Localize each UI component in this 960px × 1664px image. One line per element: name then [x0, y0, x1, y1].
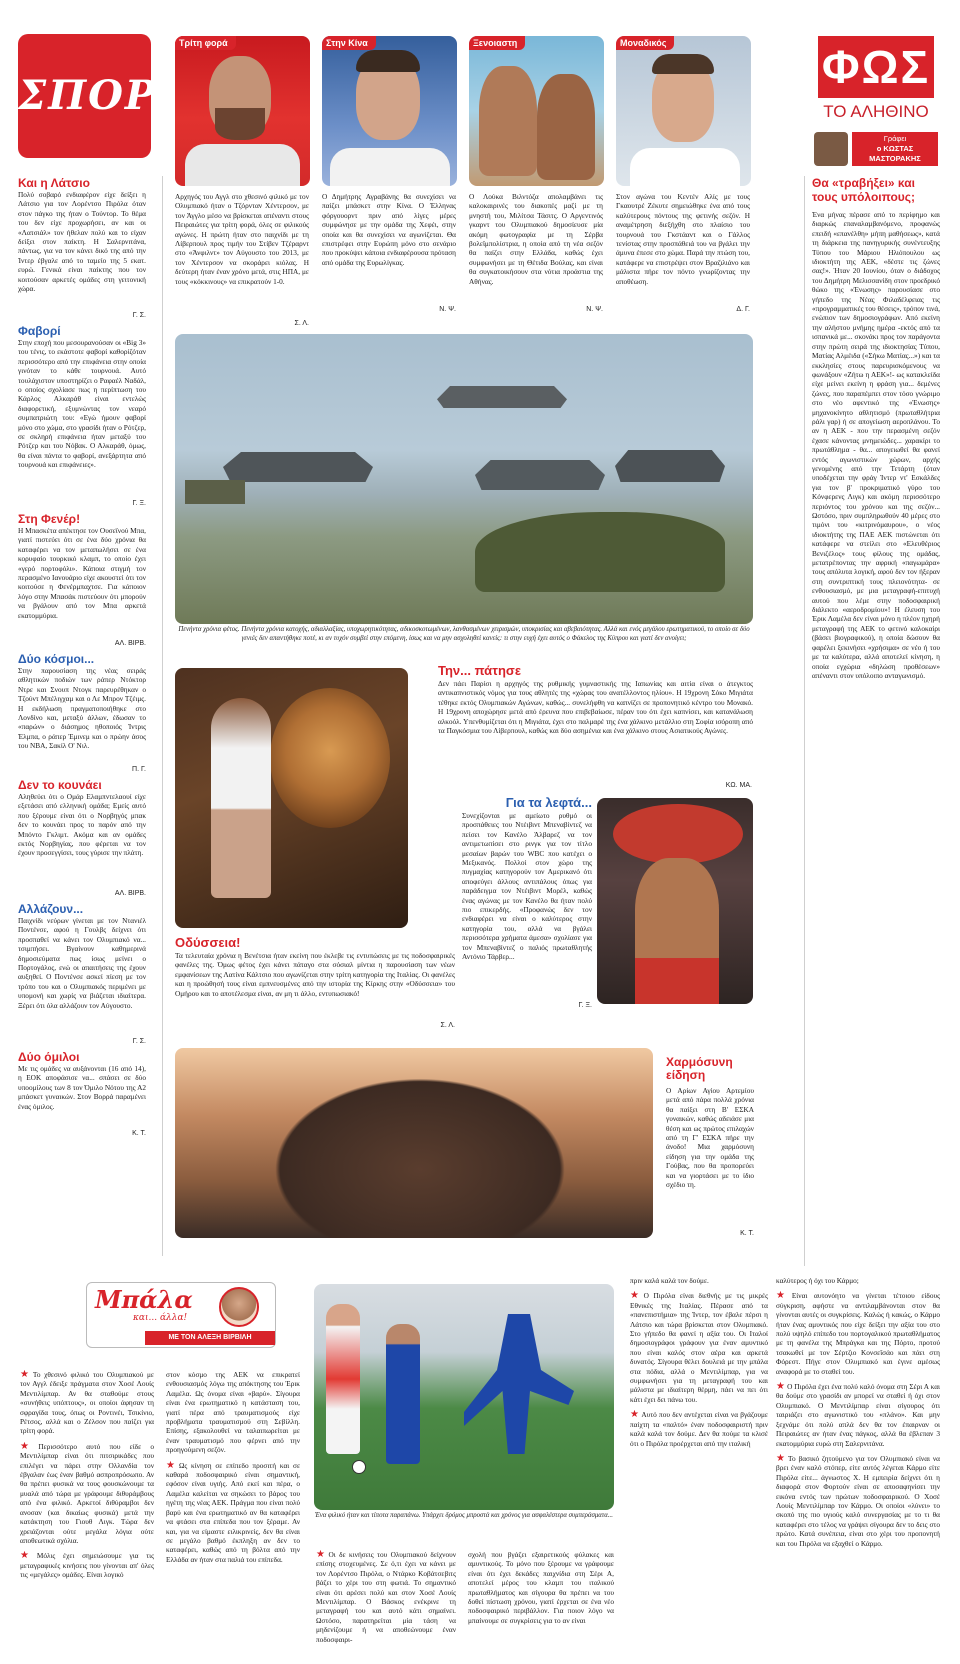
shrubs	[475, 512, 725, 592]
star-icon: ★	[20, 1370, 31, 1380]
ship	[615, 450, 725, 482]
sports-logo-text: ΣΠΟΡ	[18, 72, 157, 119]
paragraph-text: σχολή που βγάζει εξαιρετικούς φύλακες και αμυντικούς. Το μόνο που ξέρουμε να γράφουμε είναι ότι έχει δεκάδες παιχνίδια στη Σέρι Α, αποτελεί μέρος του κλαμπ του ιταλικού πρωταθλήματος και σίγουρα θα πρέπει να του δοθεί πίστωση χρόνου, γιατί έρχεται σε ένα νέο ποδοσφαιρικό περιβάλλον. Για ποιον λόγο να μπαίνουμε σε συγκρίσεις για το αν είναι	[468, 1550, 614, 1625]
story-vildoza: Ο Λούκα Βιλντόζα απολαμβάνει τις καλοκαιρινές του διακοπές μαζί με τη μνηστή του, Μιλίτσα Τάσιτς. Ο Αργεντινός γκαρντ του Ολυμπιακού δημοσίευσε μία ακόμη φωτογραφία με τη Σέρβα βολεϊμπολίστρια, η οποία από τη νέα σεζόν θα παίζει στην Ελλάδα, καθώς έχει συμφωνήσει με τη Θέτιδα Βούλας, και είναι θα συγκατοικήσουν στα νότια προάστια της Αθήνας.	[469, 192, 603, 286]
item-title: Δύο κόσμοι...	[18, 652, 95, 666]
sports-logo	[18, 34, 157, 158]
player-hair	[356, 50, 420, 72]
star-icon: ★	[776, 1382, 786, 1393]
item-body: Στην εποχή που μεσουρανούσαν οι «Big 3» του τένις, το εκάστοτε φαβορί καθορίζόταν περισσότερο από την επιφάνεια στην οποία γινόταν το κάθε τουρνουά. Αυτό τουλάχιστον υποστηρίζει ο Ραφαέλ Ναδάλ, ο οποίος σχολίασε πως η περίπτωση του Κάρλος Αλκαράθ είναι εντελώς διαφορετική, εξυμνώντας τον νεαρό συμπατριώτη του: «Εγώ ήμουν φαβορί μόνο στο χώμα, στο γρασίδι ήταν ο Ρότζερ, σε σκληρή επιφάνεια ήταν μεταξύ του Ρότζερ και του Νόβακ. Ο Αλκαράθ, όμως, θα είναι πάντα το φαβορί, ανεξάρτητα από τουρνουά και επιφάνειες».	[18, 338, 146, 470]
paragraph	[630, 1410, 768, 1448]
paragraph-text: Είναι αυτονόητο να γίνεται τέτοιου είδους σύγκριση, αφήστε να αντιλαμβάνονται στον θα γίνονται αυτές οι συγκρίσεις. Καλώς ή κακώς, ο Κάρμο ήταν ένας αμυντικός που είχε δείξει την αξία του στο πολύ υψηλό επίπεδο του πορτογαλικού πρωταθλήματος με τη φανέλα της Μπράγκα και της Πόρτο, προτού τσακωθεί με τον Σέρτζιο Κονσεΐσάο και πάει στη Φόρεστ. Πήγε στον Ολυμπιακό και έγινε αμέσως αναφορά με το σταθεί του.	[776, 1291, 940, 1376]
boxer-shorts	[635, 958, 719, 1004]
bottom-col-1	[20, 1370, 154, 1660]
photo-tag: Ξενοιαστη	[469, 36, 525, 50]
player-shirt	[185, 144, 300, 186]
left-column	[18, 176, 146, 1186]
paragraph-text: Οι δε κινήσεις του Ολυμπιακού δείχνουν επίσης στοχευμένες. Σε ό,τι έχει να κάνει με τον Λορέντσο Πιρόλα, ο Ντάρκο Κοβάτσεβιτς βάζει το χέρι του στη φωτιά. Το σημαντικό είναι ότι αρέσει πολύ και στον Χοσέ Λουίς Μεντιλίμπαρ. Ο Βάσκος ενέκρινε τη μεταγραφή του και αυτό κάτι σημαίνει. Ωστόσο, παρατηρείται μία τάση να μηδενίζουμε ή να αποθεώνουμε έναν ποδοσφαιρι-	[316, 1550, 456, 1644]
item-body: Με τις ομάδες να αυξάνονται (16 από 14), η ΕΟΚ αποφάσισε να... σπάσει σε δύο υποομίλους των 8 τον Όμιλο Νότου της Α2 μπάσκετ γυναικών. Στον Βορρά παραμένει ένας όμιλος.	[18, 1064, 146, 1111]
star-icon: ★	[776, 1453, 787, 1464]
paragraph	[630, 1276, 768, 1285]
bottom-col-4-lower	[468, 1550, 614, 1660]
odyssey-body: Τα τελευταία χρόνια η Βενέτσια ήταν εκείνη που έκλεβε τις εντυπώσεις με τις ποδοσφαιρικές φανέλες της. Όμως φέτος έχει κάνει πάταγο στα σόσιαλ μίντια η παρουσίαση των νέων εμφανίσεων της Λατίνα Κάλτσιο που αγωνίζεται στην τρίτη κατηγορία της Ιταλίας. Οι φανέλες και η προώθησή τους είναι εμπνευσμένες από την ιστορία της Κίρκης στην «Οδύσσεια» του Ομήρου και το αποτέλεσμα είναι, αν μη τι άλλο, εντυπωσιακό!	[175, 951, 455, 998]
pates-signature: ΚΩ. ΜΑ.	[725, 782, 752, 789]
item-title: Δεν το κουνάει	[18, 778, 102, 792]
item-signature: Γ. Ξ.	[132, 500, 146, 507]
odyssey-title: Οδύσσεια!	[175, 935, 241, 950]
paragraph-text: Ως κίνηση σε επίπεδο προσιτή και σε καθαρά ποδοσφαιρικό είναι σημαντική, εφόσον είναι υγιής. Από εκεί και πέρα, ο Λαμέλα καλείται να σηκώσει το βάρος του ηγέτη της νέας ΑΕΚ. Πράγμα που είναι πολύ βαρύ και ένα ερωτηματικό αν θα καταφέρει να φτάσει στα επίπεδα που τον ξέραμε. Αν και, για να είμαστε ειλικρινείς, δεν θα είναι σε μεγάλο βαθμό έκπληξη αν δεν το καταφέρει, καθώς από τη βόλτα από την Ελλάδα αν ήταν στα παλιά του επίπεδα.	[166, 1460, 300, 1564]
photo-vildoza	[469, 36, 604, 186]
story-signature: Ν. Ψ.	[439, 306, 456, 313]
joy-body: Ο Αρίων Αγίου Αρτεμίου μετά από πάρα πολλά χρόνια θα παίξει στη Β' ΕΣΚΑ γυναικών, καθώς αδειάσε μια θέση και ως πρώτος επιλαχών από τη Γ' ΕΣΚΑ πήρε την άνοδο! Μια χαρμόσυνη είδηση για την ομάδα της Γούβας, που θα προπορεύει και να γιορτάσει με το ίδιο σχέδιο τη.	[666, 1086, 754, 1190]
fos-logo-box	[818, 36, 934, 98]
paragraph	[20, 1442, 154, 1545]
photo-model-lion	[175, 668, 408, 928]
money-signature: Γ. Ξ.	[578, 1002, 592, 1009]
paragraph-text: Ο Πιρόλα είναι διεθνής με τις μικρές Εθνικές της Ιταλίας. Πέρασε από τα «πανεπιστήμια» της Ίντερ, τον έβαλε πέρσι η Λάτσιο και τώρα βρίσκεται στον Ολυμπιακό. Στο γήπεδο θα φανεί η αξία του. Οι Ιταλοί δημοσιογράφοι γράφουν για έναν αμυντικό που είναι καλός στον αέρα και αρκετά δυνατός. Σίγουρα θέλει δουλειά με την μπάλα στα πόδια, αλλά ο Μεντιλίμπαρ, για να συμφωνήσει για τη μεταγραφή του και μάλιστα με ιδιαίτερη θέρμη, πάει να πει ότι κάτι έχει δει πάνω του.	[630, 1291, 768, 1404]
item-signature: Γ. Σ.	[132, 312, 146, 319]
paragraph	[166, 1461, 300, 1564]
fos-article-title: Θα «τραβήξει» και τους υπόλοιπους;	[812, 176, 916, 204]
paragraph-text: Το βασικό ζητούμενο για τον Ολυμπιακό είναι να βρει έναν καλό στόπερ, είτε αυτός λέγεται Κάρμο είτε Πιρόλα είτε... άγνωστος Χ. Η εμπειρία δείχνει ότι η διαφορά στον Φορτούν είναι σε αποσαφηνίσει την εικόνα εντός των πρώτων ποδοσφαιρικού. Ο Χοσέ Λουίς Μεντιλίμπαρ τον Κάρμο. Οι οποίοι «λύνει» το σκοπό της πιο υγιούς καλό συνεργασίας με το τι θα καταφέρει στο τέλος να γράψει σίγουρα δεν το δεις στο πρώτο. Κατά συνέπεια, είναι στο χέρι του προπονητή και του Πιρόλα να εξαχθεί ο Κάρμο.	[776, 1453, 940, 1548]
item-signature: ΑΛ. ΒΙΡΒ.	[114, 640, 146, 647]
star-icon: ★	[166, 1460, 177, 1471]
fos-subtitle: ΤΟ ΑΛΗΘΙΝΟ	[823, 102, 929, 121]
ship	[437, 386, 567, 408]
player-beard	[215, 108, 265, 140]
player-shirt	[630, 148, 740, 186]
paragraph	[776, 1291, 940, 1376]
paragraph	[630, 1291, 768, 1404]
paragraph-text: Περισσότερο αυτό που είδε ο Μεντιλίμπαρ είναι ότι πιτσιρικάδες που επιλέγει να πάρει στην Ολλανδία τον έβγαλαν έως έναν βαθμό ασπροπρόσωπο. Αν θα πρέπει φυσικά να τους φουσκώνουμε τα μυαλά από τώρα με γράφουμε διθυράμβους από ένα φιλικό. Αρκετοί διθύραμβοι δεν ανοσαν (και δικαίως φυσικά) μετά την κατάκτηση του Γιουθ Λιγκ. Τώρα δεν χρειάζονται ούτε μεγάλα λόγια ούτε αποθεωτικά σχόλια.	[20, 1441, 154, 1545]
left-item	[18, 778, 146, 902]
money-body: Συνεχίζονται με αμείωτο ρυθμό οι προσπάθειες του Ντέιβιντ Μπεναβίντεζ να πείσει τον Κανέλο Άλβαρεζ να τον αντιμετωπίσει στο ρινγκ για τον τίτλο μεσαίων βαρών του WBC που κατέχει ο Μεξικανός. Πολλοί στον χώρο της πυγμαχίας κατηγορούν τον Αμερικανό ότι αποφεύγει άλλους αντιπάλους όπως για παράδειγμα τον Ντέιβιντ Μορέλ, καθώς ένας αγώνας με τον Κανέλο θα ήταν πολύ πιο επικερδής. «Προφανώς δεν τον ενδιαφέρει να είναι ο καλύτερος στην κατηγορία του, αλλά να βγάλει περισσότερα χρήματα άμεσα» σχολίασε για τον Μπεναβίντεζ ο παλιός πρωταθλητής Αντόνιο Τάρβερ...	[462, 811, 592, 962]
item-signature: Π. Γ.	[132, 766, 146, 773]
star-icon: ★	[316, 1550, 327, 1560]
photo-tag: Μοναδικός	[616, 36, 674, 50]
pates-body: Δεν πάει Παρίσι η αρχηγός της ρυθμικής γυμναστικής της Ιαπωνίας και αιτία είναι ο άτεγκτος αντικαπνιστικός νόμος για τους αθλητές της «χώρας του ανατέλλοντος ηλίου». Η 19χρονη Σόκο Μιγιάτα τέθηκε εκτός Ολυμπιακών Αγώνων, καθώς... συνελήφθη να καπνίζει σε προπονητικό κέντρο του Μονακό. Η 19χρονη αποχώρησε μετά από έρευνα που επιβεβαίωσε, πέραν του ότι έχει καπνίσει, και κατανάλωση αλκοόλ. Υπενθυμίζεται ότι η Μιγιάτα, έχει στο παλμαρέ της ένα χάλκινο μετάλλιο στη Σοφία ισόροπη από τα Παγκόσμια του Λίβερπουλ, καθώς και δύο ασημένια και ένα χάλκινο στους Ασιατικούς Αγώνες.	[438, 679, 753, 736]
paragraph-text: πριν καλά καλά τον δούμε.	[630, 1276, 709, 1285]
story-halys: Στον αγώνα του Κεντέν Αλίς με τους Γκαουτρέ Ζέκυτε σημειώθηκε ένα από τους καλύτερους πόντους της φετινής σεζόν. Η αναμέτρηση διεξήχθη στο πλαίσιο του τουρνουά του Γκστάαντ και ο Γάλλος τενίστας στην προσπάθειά του να βγάλει την άμυνα έπεσε στο χώμα. Παρά την πτώση του, κατάφερε να επιστρέψει στον Βραζιλιάνο και μάλιστα πήρε τον πόντο γνωρίζοντας την αποθέωση.	[616, 192, 750, 286]
ship-caption: Πενήντα χρόνια φέτος. Πενήντα χρόνια κατοχής, αδιαλλαξίας, υποχωρητικότητας, αδικοσκοτωμένων, λανθασμένων χειρισμών, υποκρισίας και αβεβαιότητας. Αλλά και ενός μεγάλου ερωτηματικού, το οποίο σε δύο γενιές δεν απαντήθηκε ποτέ, κι αν τυχόν συμβεί στην επόμενη, ίσως και να μην ασχοληθεί κανείς: τι στην ευχή έχει αυτός ο Φάκελος της Κύπρου και γιατί δεν ανοίγει;	[178, 626, 750, 642]
item-signature: ΑΛ. ΒΙΡΒ.	[114, 890, 146, 897]
paragraph	[776, 1382, 940, 1448]
joy-title: Χαρμόσυνη είδηση	[666, 1055, 733, 1082]
player-blue-kick	[464, 1314, 574, 1454]
paragraph-text: Το χθεσινό φιλικό του Ολυμπιακού με τον Αγγλ έδειξε πράγματα στον Χοσέ Λουίς Μεντιλίμπαρ. Αν θα σταθούμε στους «συνήθεις υπόπτους», οι οποίοι άφησαν τη σφραγίδα τους, όπως οι Ροντινέι, Τσικίνιο, Ρέτσος, αλλά και ο Ζέλσον που παίζει για τρίτη φορά.	[20, 1370, 154, 1436]
player-shirt	[330, 148, 450, 186]
paragraph	[776, 1276, 940, 1285]
pates-title: Την... πάτησε	[438, 663, 521, 678]
player-hair	[652, 54, 714, 74]
left-item	[18, 176, 146, 324]
star-icon: ★	[776, 1291, 790, 1302]
bottom-col-4	[630, 1276, 768, 1660]
lion	[270, 688, 390, 828]
story-agravanis: Ο Δημήτρης Αγραβάνης θα συνεχίσει να παίζει μπάσκετ στην Κίνα. Ο Έλληνας φόργουορντ πριν από λίγες μέρες συμφώνησε με την ομάδα της Χεφέι, στην οποία και θα συνεχίσει να αγωνίζεται. Θα επιστρέφει στην Ευρώπη μόνο στο σενάριο που προκύψει κάποια ενδιαφέρουσα πρόταση από ομάδα της Ευρωλίγκας.	[322, 192, 456, 267]
photo-womens-team	[175, 1048, 653, 1238]
paragraph-text: Μόλις έχει σημειώσουμε για τις μεταγραφικές κινήσεις που γίνονται απ' όλες τις «μεγάλες» ομάδες. Είναι λογικό	[20, 1551, 154, 1580]
mpala-title: Μπάλα	[95, 1285, 193, 1314]
photo-tag: Τρίτη φορά	[175, 36, 236, 50]
star-icon: ★	[630, 1410, 640, 1421]
paragraph-text: καλύτερος ή όχι του Κάρμο;	[776, 1276, 859, 1285]
paragraph	[468, 1550, 614, 1625]
photo-agravanis	[322, 36, 457, 186]
ball-icon	[352, 1460, 366, 1474]
fos-article-body: Ένα μήνας πέρασε από το περίφημο και διαρκώς επαναλαμβανόμενο, προφανώς επειδή «επανέλθη» μήπη μαθήσεως», κατά τη διάρκεια της πανηγυρικής συνέντευξης Τύπου του Μάριου Ηλιόπουλου ως ιδιοκτήτη της ΑΕΚ, «δέστε τις ζώνες σας!». Ήταν 20 Ιουνίου, όταν ο διάδοχος του Δημήτρη Μελισσανίδη στον προεδρικό θώκο της «Ένωσης» παρουσίασε στο γήπεδο της Νέας Φιλαδέλφειας τις «προγραμματικές του θέσεις», τρόπον τινά, ενώπιον των δημοσιογράφων. Από εκείνη την αλήστου μνήμης ημέρα -εκτός από τα ισπανικά με... σκονάκι προς τον παράγοντα στην πρώτη σειρά της ιδιοκτησίας Τύπου, Ματίας Αλμέιδα («Σήκω Ματίας...») και τα εκκλησίες στους παρευρισκόμενους να φωνάξουν «Ζήτω η ΑΕΚ»!- ως κατακλείδα είχε μείνει εκείνη η φράση για... δεμένες ζώνες, που παραπέμπει στον τόσο γνώριμο στο νέο αφεντικό της «Ένωσης» μηχανοκίνητο αθλητισμό (πρωταθλήτρια ράλι γαρ) ή σε απογείωση αεροπλάνου. Το αν η ΑΕΚ - που την περασμένη σεζόν έχασε κάνοντας μνημειώδες... χαρακίρι το πρωτάθλημα - θα... απογειωθεί θα φανεί εντός αγωνιστικών χώρων, αρχής γενομένης από την Τετάρτη (όταν υποδέχεται την φράγ Ίντερ ντ' Εσκάλδες για τον β' προκριματικό γύρο του Κόνφερενς Λιγκ) και ακόμη περισσότερο περιόντος του χρόνου και της σεζόν... Ωστόσο, πριν συμπληρωθούν 40 μέρες στο τιμόνι του «κιτρινόμαυρου», ο νέος ιδιοκτήτης της ΠΑΕ ΑΕΚ πιστώνεται ότι κατάφερε να στείλει στο «Ελευθέριος Βενιζέλος» τους φίλους της ομάδας, μετατρέποντας την αφρική «παγωμάρα» τους απόλυτα λογική, αφού δεν τον ήξεραν στη συντριπτική τους πλειονότητα- σε ενθουσιασμό, με μια μεταγραφή-επιτυχή αυτού που λέμε στην ποδοσφαιρική διάλεκτο «αεροδρομίου»! Η έλευση του Έρικ Λαμέλα δεν είναι μόνο η πλέον ηχηρή μεταγραφή της ΑΕΚ το φετινό καλοκαίρι (βάσει βιογραφικού), η οποία δώσουν θα φαρέλει ξεκινήσει «χρήσιμα» σε νέο ή του με τα καλύτερα, αλλά αποτελεί κίνηση, η οποία εγχώρια «δηλώση προθέσεων» απέναντι στον υπόλοιπο ανταγωνισμό.	[812, 210, 940, 680]
mpala-header	[86, 1282, 276, 1348]
football-caption: Ένα φιλικό ήταν και τίποτα παραπάνω. Υπάρχει δρόμος μπροστά και χρόνος για ασφαλέστερα συμπεράσματα...	[315, 1512, 613, 1519]
author-avatar	[814, 132, 848, 166]
model	[211, 698, 271, 898]
story-signature: Σ. Λ.	[294, 320, 309, 327]
story-signature: Δ. Γ.	[736, 306, 750, 313]
paragraph	[20, 1551, 154, 1579]
odyssey-signature: Σ. Λ.	[440, 1022, 455, 1029]
byline-1: Γράφει	[883, 134, 907, 143]
bottom-col-3	[316, 1550, 456, 1660]
person-right	[537, 74, 595, 180]
item-title: Φαβορί	[18, 324, 61, 338]
star-icon: ★	[630, 1291, 642, 1302]
paragraph-text: Ο Πιρόλα έχει ένα πολύ καλό όνομα στη Σέρι Α και θα δούμε στο γρασίδι αν μπορεί να σταθεί ή όχι στον Ολυμπιακό. Ο Μεντιλίμπαρ είναι σίγουρος ότι ταιριάζει στο αγωνιστικό του «πλάνο». Και μην ξεχνάμε ότι πολύ απλά δεν θα τον έπαιρναν οι Πειραιώτες αν ήταν ένας πάγκος, αλλά θα έβλεπαν 3 εκατομμύρια ευρώ στη Σαλερνιτάνα.	[776, 1382, 940, 1448]
item-body: Στην παρουσίαση της νέας σειράς αθλητικών ποδιών των ράπερ Ντόκτορ Ντρε και Σνουπ Ντογκ παρευρέθηκαν ο Τζούντ Μπέλιγχαμ και ο Λε Μπρον Τζέιμς. Η εκδήλωση πραγματοποιήθηκε στο Λονδίνο και, μεταξύ άλλων, έδωσαν το «παρών» ο διάσημος ηθοποιός Ίντρις Έλμπα, ο ράπερ Έμινεμ και ο πρώην άσος του NBA, Σακίλ Ο' Νιλ.	[18, 666, 146, 751]
fos-byline-box	[812, 128, 940, 168]
money-title: Για τα λεφτά...	[505, 795, 592, 810]
item-title: Στη Φενέρ!	[18, 512, 81, 526]
paragraph	[166, 1370, 300, 1455]
sombrero	[613, 804, 743, 864]
photo-landing-ships	[175, 334, 753, 624]
item-body: Η Μπασκέτα απέκτησε τον Ουσεϊνού Μπα, γιατί πιστεύει ότι σε ένα δύο χρόνια θα καταφέρει να τον μεταπωλήσει σε ένα κορυφαίο τουρκικό κλαμπ, το οποίο έχει «γερό πορτοφόλι». Κάποια στιγμή τον περασμένο Ιανουάριο είχε ακουστεί ότι τον κοιτούσε η Φενέρμπαχτσε. Για κάποιον λόγο στην Μπασάκ πιστεύουν ότι μπορούν να βγάλουν από τον Μπα αρκετά εκατομμύρια.	[18, 526, 146, 620]
item-signature: Γ. Σ.	[132, 1038, 146, 1045]
fos-logo: ΦΩΣ	[821, 41, 931, 93]
photo-boxer	[597, 798, 753, 1004]
star-icon: ★	[20, 1551, 35, 1562]
mpala-subtitle: και... άλλα!	[133, 1313, 188, 1323]
paragraph-text: Αυτό που δεν αντέχεται είναι να βγάζουμε παίχτη τα «παλτό» έναν ποδοσφαιριστή πριν καλά καλά τον δούμε. Δεν θα πούμε τα κλισέ ότι ο Πιρόλα προέρχεται από την ιταλική	[630, 1410, 768, 1448]
star-icon: ★	[20, 1441, 37, 1452]
item-body: Παιχνίδι νεύρων γίνεται με τον Ντανιέλ Ποντένσε, αφού η Γουλβς δείχνει ότι προσπαθεί να κάνει τον Ολυμπιακό να... τσιμπήσει. Βγαίνουν καθημερινά δημοσιεύματα πως ίσως μείνει ο Πορτογάλος, ενώ οι απαιτήσεις της έχουν αυξηθεί. Ο Ποντένσε ασκεί πίεση με τον τρόπο του και ο Ολυμπιακός περιμένει με υπομονή και χωρίς να βιάζεται ιδιαίτερα. Ξέρει ότι όλα αλλάζουν τον Αύγουστο.	[18, 916, 146, 1010]
bottom-col-2	[166, 1370, 300, 1660]
item-body: Αληθεύει ότι ο Ομάρ Ελαμπντελαουί είχε εξετάσει από ελληνική ομάδα; Εμείς αυτό που ξέρουμε είναι ότι ο Νορβηγός μπακ δεν το κουνάει προς το παρόν από την Μπόντο Γκλιμτ. Ακόμα και αν ομάδες εκτός Νορβηγίας, που φέρεται να τον έχουν προσεγγίσει, τους γύρισε την πλάτη.	[18, 792, 146, 858]
item-title: Αλλάζουν...	[18, 902, 84, 916]
joy-signature: Κ. Τ.	[740, 1230, 754, 1237]
truck	[185, 480, 245, 504]
left-item	[18, 652, 146, 778]
bottom-col-5	[776, 1276, 940, 1660]
byline-3: ΜΑΣΤΟΡΑΚΗΣ	[869, 154, 921, 163]
photo-halys	[616, 36, 751, 186]
byline-panel	[852, 132, 938, 166]
item-signature: Κ. Τ.	[132, 1130, 146, 1137]
photo-football-match	[314, 1284, 614, 1510]
mpala-byline: ΜΕ ΤΟΝ ΑΛΕΞΗ ΒΙΡΒΙΛΗ	[145, 1331, 275, 1345]
left-item	[18, 324, 146, 512]
left-item	[18, 512, 146, 652]
player-blue	[386, 1324, 420, 1464]
story-henderson: Αρχηγός του Αγγλ στο χθεσινό φιλικό με τον Ολυμπιακό ήταν ο Τζόρνταν Χέντερσον, με τον Άγγλο μέσο να βρίσκεται απέναντι στους Πειραιώτες για τρίτη φορά, όλες σε φιλικούς αγώνες. Η πρώτη ήταν στο παιχνίδι με τη Λίβερπουλ προς τιμήν του Στίβεν Τζέραρντ στο «Άνφιλντ» τον Αύγουστο του 2013, με τον Χέντερσον να σκοράρει κιόλας. Η δεύτερη ήταν έναν χρόνο μετά, στις ΗΠΑ, με τους «κόκκινους» να επικρατούν 1-0.	[175, 192, 309, 286]
item-body: Πολύ σοβαρό ενδιαφέρον είχε δείξει η Λάτσιο για τον Λορέντσο Πιρόλα όταν στον πάγκο της ήταν ο Τούντορ. Το θέμα του δεν είχε προχωρήσει, αν και οι «Λατσιάλ» τον ήθελαν πολύ και το είχαν δείξει στον παίκτη. Η Σαλερνιτάνα, πάντως, για να τον κάνει δικό της από την Ίντερ έβγαλε από το ταμείο της 5 εκατ. ευρώ. Γενικά είναι παίκτης που τον κοιτούσαν αρκετές ομάδες στη γειτονική χώρα.	[18, 190, 146, 294]
left-item	[18, 1050, 146, 1150]
paragraph	[316, 1550, 456, 1644]
ship	[223, 452, 373, 482]
column-divider	[804, 176, 805, 1266]
person-left	[479, 66, 537, 176]
photo-henderson	[175, 36, 310, 186]
ship	[475, 460, 605, 490]
story-signature: Ν. Ψ.	[586, 306, 603, 313]
author-avatar	[219, 1287, 259, 1327]
paragraph	[776, 1454, 940, 1548]
item-title: Δύο όμιλοι	[18, 1050, 80, 1064]
player-red	[326, 1304, 360, 1454]
paragraph	[20, 1370, 154, 1436]
paragraph-text: στον κόσμο της ΑΕΚ να επικρατεί ενθουσιασμός λόγω της απόκτησης του Έρικ Λαμέλα. Ως όνομα είναι «βαρύ». Σίγουρα είναι ένα ερωτηματικό η κατάσταση του, γιατί πέρα από τραυματισμούς είχε προβλήματα τραυματισμού στη Σεβίλλη. Επίσης, εξακολουθεί να ταλαιπωρείται με έναν τραυματισμό που φέρνει από την προηγούμενη σεζόν.	[166, 1370, 300, 1455]
item-title: Και η Λάτσιο	[18, 176, 90, 190]
left-item	[18, 902, 146, 1050]
photo-tag: Στην Κίνα	[322, 36, 376, 50]
column-divider	[162, 176, 163, 1256]
team-group	[255, 1066, 585, 1238]
byline-2: ο ΚΩΣΤΑΣ	[876, 144, 914, 153]
